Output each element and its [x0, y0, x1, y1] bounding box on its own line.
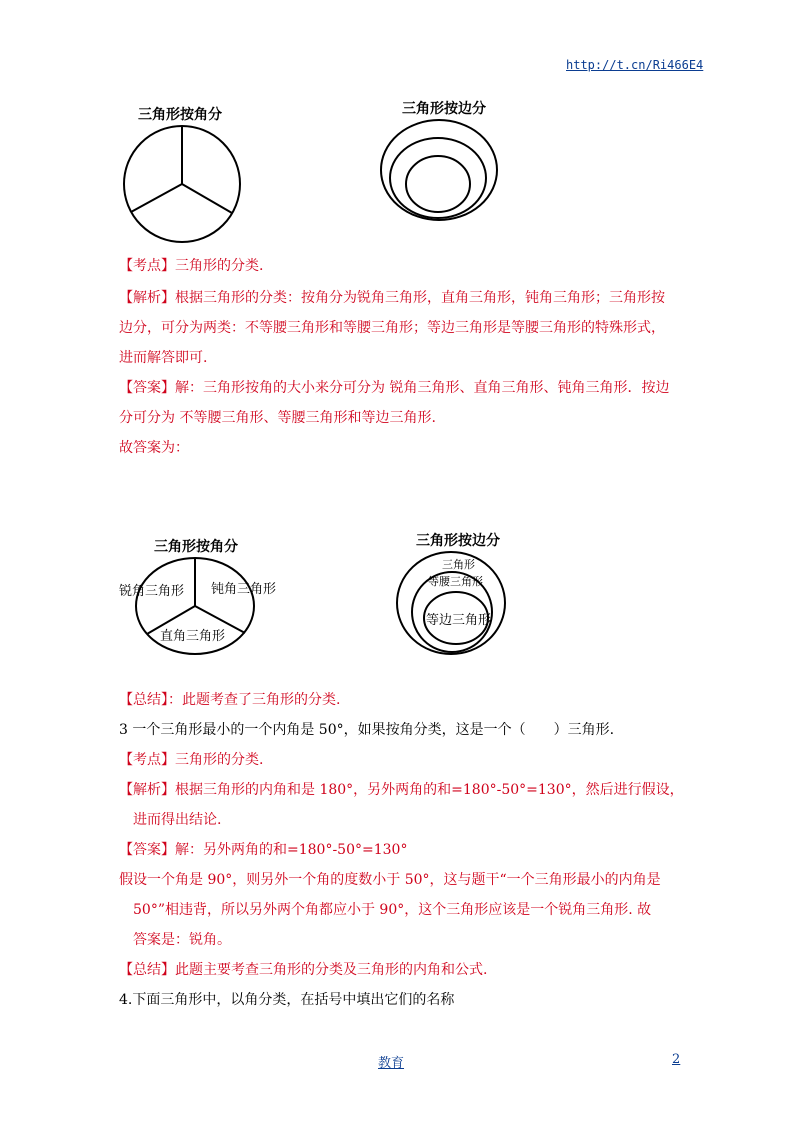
daan-1-line-2: 分可分为 不等腰三角形、等腰三角形和等边三角形. — [119, 410, 436, 426]
kaodian-1: 【考点】三角形的分类. — [119, 258, 264, 274]
header-url-link[interactable]: http://t.cn/Ri466E4 — [566, 58, 704, 72]
edge-diagram-title: 三角形按边分 — [402, 101, 486, 117]
daan-3-line-3: 50°”相违背，所以另外两个角都应小于 90°，这个三角形应该是一个锐角三角形. 故 — [133, 902, 652, 918]
answer-angle-diagram-title: 三角形按角分 — [154, 539, 238, 555]
right-triangle-label: 直角三角形 — [160, 629, 226, 644]
daan-1-line-1: 【答案】解：三角形按角的大小来分可分为 锐角三角形、直角三角形、钝角三角形．按边 — [119, 380, 670, 396]
kaodian-3: 【考点】三角形的分类. — [119, 752, 264, 768]
zongjie-3: 【总结】此题主要考查三角形的分类及三角形的内角和公式. — [119, 962, 488, 978]
jiexi-1-line-1: 【解析】根据三角形的分类：按角分为锐角三角形，直角三角形，钝角三角形；三角形按 — [119, 290, 665, 306]
jiexi-1-line-3: 进而解答即可. — [119, 350, 208, 366]
acute-triangle-label: 锐角三角形 — [119, 584, 185, 599]
jiexi-3-line-2: 进而得出结论. — [133, 812, 222, 828]
answer-edge-diagram-title: 三角形按边分 — [416, 533, 500, 549]
gu-answer-label: 故答案为： — [119, 440, 189, 456]
equilateral-triangle-label: 等边三角形 — [426, 613, 492, 628]
daan-3-line-4: 答案是：锐角。 — [133, 932, 231, 948]
zongjie-1: 【总结】：此题考查了三角形的分类. — [119, 692, 341, 708]
page-number: 2 — [672, 1052, 681, 1067]
question-4: 4.下面三角形中，以角分类，在括号中填出它们的名称 — [119, 992, 455, 1008]
obtuse-triangle-label: 钝角三角形 — [211, 582, 277, 597]
daan-3-line-1: 【答案】解：另外两角的和=180°-50°=130° — [119, 842, 408, 858]
footer-center-link[interactable]: 教育 — [378, 1056, 405, 1071]
jiexi-3-line-1: 【解析】根据三角形的内角和是 180°，另外两角的和=180°-50°=130°，然后进行假设， — [119, 782, 684, 798]
angle-diagram-title: 三角形按角分 — [138, 107, 222, 123]
question-3: 3 一个三角形最小的一个内角是 50°，如果按角分类，这是一个（ ）三角形. — [119, 722, 615, 738]
daan-3-line-2: 假设一个角是 90°，则另外一个角的度数小于 50°，这与题干“一个三角形最小的内角是 — [119, 872, 661, 888]
angle-classification-circle — [120, 122, 244, 246]
jiexi-1-line-2: 边分，可分为两类：不等腰三角形和等腰三角形；等边三角形是等腰三角形的特殊形式， — [119, 320, 665, 336]
isosceles-triangle-label: 等腰三角形 — [428, 575, 483, 588]
edge-classification-nested-circles — [378, 118, 502, 224]
triangle-label: 三角形 — [442, 558, 475, 571]
